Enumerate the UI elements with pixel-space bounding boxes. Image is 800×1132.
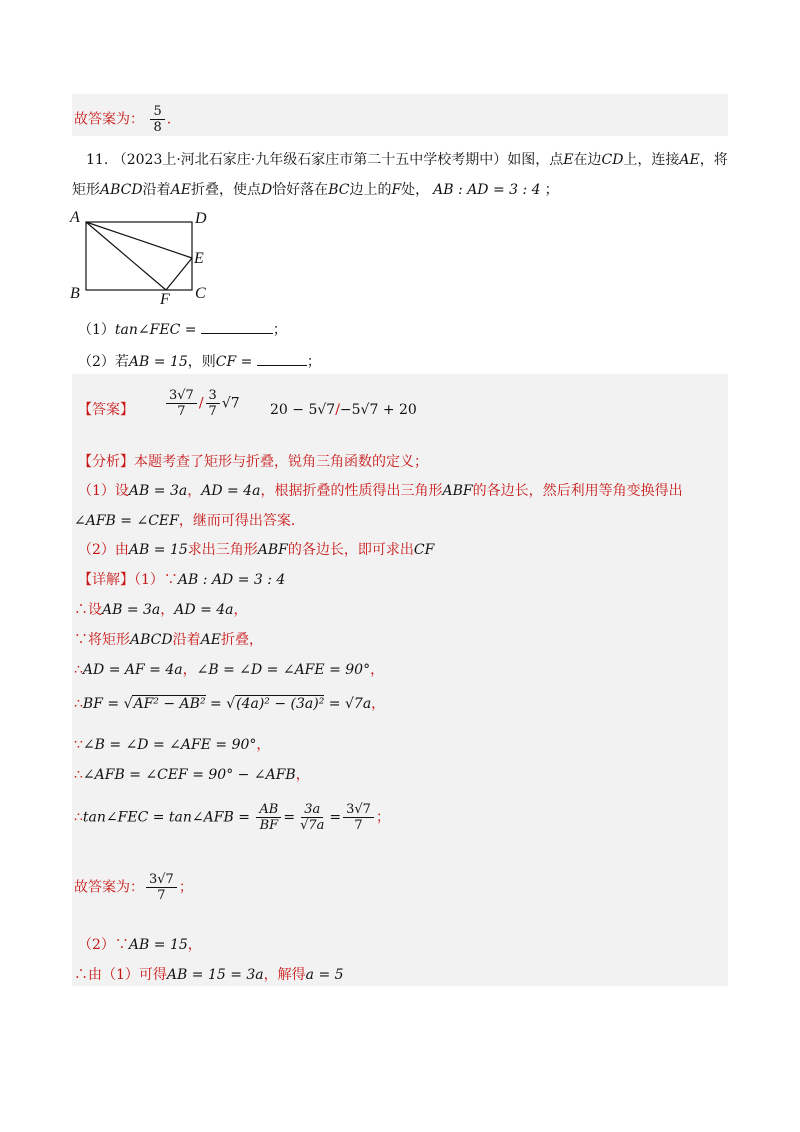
detail-text: ， [295, 767, 310, 783]
label-e: E [194, 250, 204, 267]
answer-label: 【答案】 [78, 402, 134, 418]
math-expr: ∠B = ∠D = ∠AFE = 90° [196, 662, 371, 678]
sqrt-content: (4a)² − (3a)² [236, 696, 325, 712]
analysis-text: （2）由 [78, 542, 129, 558]
label-a: A [70, 209, 80, 226]
answer-fraction-2 [206, 388, 220, 419]
point-d: D [260, 182, 273, 198]
segment-bc: BC [328, 182, 350, 198]
frac-num: 5 [150, 104, 164, 120]
answer-values-2 [270, 400, 417, 420]
analysis-text: ，根据折叠的性质得出三角形 [260, 483, 443, 499]
segment-fe [166, 258, 192, 290]
fold-line-ae [86, 222, 192, 258]
detail-text: ∴由（1）可得 [74, 967, 167, 983]
frac-num: 3√7 [146, 872, 177, 888]
math-expr: a = 5 [305, 967, 344, 983]
detail-text: ， [256, 737, 271, 753]
question-source: （2023上·河北石家庄·九年级石家庄市第二十五中学校考期中） [112, 152, 508, 168]
answer-slash: / [198, 395, 204, 412]
math-expr: BF = [82, 696, 124, 712]
answer-blank-2 [257, 353, 307, 366]
fraction-result [343, 802, 374, 833]
detail-answer-line [74, 872, 193, 903]
stem-text: ，则 [187, 354, 216, 370]
analysis-line-2 [78, 481, 683, 501]
part1-line [78, 320, 287, 340]
segment-ae: AE [679, 152, 700, 168]
math-expr: AB = 15 [128, 937, 188, 953]
detail-line-5 [74, 694, 385, 714]
detail-text: ， [371, 696, 386, 712]
answer-fraction [146, 872, 177, 903]
frac-den: 7 [177, 404, 186, 419]
detail-text: 沿着 [172, 632, 201, 648]
prev-answer-fraction [150, 104, 164, 135]
tan-expr: tan∠FEC = [114, 322, 197, 338]
question-line-2 [72, 180, 559, 200]
rectangle-abcd [86, 222, 192, 290]
detail-text: ，解得 [263, 967, 306, 983]
frac-den: 7 [157, 888, 166, 903]
question-number: 11. [86, 152, 109, 168]
label-b: B [70, 285, 80, 302]
geometry-figure [66, 206, 216, 306]
analysis-text: ， [187, 483, 202, 499]
detail-text: ∵ [74, 737, 83, 753]
stem-text: ； [306, 354, 321, 370]
detail-line-6 [74, 735, 270, 755]
analysis-text: （1）设 [78, 483, 129, 499]
math-expr: ∠AFB = ∠CEF [74, 513, 179, 529]
math-expr: ∠AFB = ∠CEF = 90° − ∠AFB [82, 767, 296, 783]
analysis-label: 【分析】 [78, 454, 134, 470]
answer-label: 故答案为： [74, 879, 144, 896]
frac-den: BF [259, 818, 279, 833]
part2-line [78, 352, 321, 372]
label-c: C [195, 285, 206, 302]
condition-expr: AB = 15 [128, 354, 188, 370]
analysis-text: ，继而可得出答案． [178, 513, 305, 529]
point-e: E [563, 152, 574, 168]
cf-expr: CF = [215, 354, 253, 370]
equals-sign: = [324, 696, 345, 712]
answer-blank-1 [201, 321, 273, 334]
stem-text: 折叠，使点 [190, 182, 261, 198]
prev-answer-line [74, 104, 171, 135]
sqrt-symbol: √ [226, 696, 236, 712]
stem-text: 如图，点 [507, 152, 564, 168]
detail-text: ； [375, 809, 390, 826]
detail-text: （2）∵ [78, 937, 129, 953]
analysis-text: 本题考查了矩形与折叠，锐角三角函数的定义； [134, 454, 428, 470]
label-f: F [160, 291, 170, 306]
detail-line-p3 [74, 965, 344, 985]
detail-text: ， [233, 602, 248, 618]
answer-slash: / [335, 402, 340, 418]
stem-text: ，将 [699, 152, 728, 168]
stem-text: 上，连接 [623, 152, 680, 168]
detail-text: ， [160, 602, 175, 618]
detail-text: ∴ [74, 662, 83, 678]
sqrt-symbol: √ [123, 696, 133, 712]
analysis-text: 的各边长，即可求出 [287, 542, 414, 558]
answer-line [78, 400, 134, 420]
analysis-line-3 [74, 511, 305, 531]
frac-den: 7 [354, 818, 363, 833]
stem-text: 在边 [573, 152, 602, 168]
stem-text: 沿着 [142, 182, 171, 198]
detail-text: ， [187, 937, 202, 953]
math-expr: ABF [442, 483, 473, 499]
frac-num: 3√7 [166, 388, 197, 404]
label-d: D [195, 210, 207, 227]
frac-num: 3√7 [343, 802, 374, 818]
detail-text: （1）∵ [134, 572, 178, 588]
stem-text: 矩形 [72, 182, 100, 198]
detail-text: ∴设 [74, 602, 102, 618]
fraction-3a [297, 802, 327, 833]
stem-text: 恰好落在 [272, 182, 329, 198]
answer-tail: √7 [221, 395, 240, 412]
part-label: （2）若 [78, 354, 129, 370]
math-expr: AB = 3a [128, 483, 188, 499]
detail-text: ∴ [74, 696, 83, 712]
analysis-text: 求出三角形 [187, 542, 258, 558]
detail-text: 折叠， [220, 632, 263, 648]
math-expr: CF [413, 542, 435, 558]
detail-text: ； [178, 879, 193, 896]
detail-text: ∴ [74, 767, 83, 783]
frac-num: AB [256, 802, 281, 818]
stem-text: 边上的 [349, 182, 392, 198]
math-expr: AB = 15 [128, 542, 188, 558]
sqrt-content: AF² − AB² [133, 696, 206, 712]
detail-line-2 [74, 600, 248, 620]
detail-line-4 [74, 660, 384, 680]
part-label: （1） [78, 322, 115, 338]
detail-line-p2 [78, 935, 202, 955]
detail-line-3 [74, 630, 263, 650]
math-expr: AD = 4a [201, 483, 261, 499]
answer-2b: −5√7 + 20 [339, 402, 417, 418]
detail-text: ， [182, 662, 197, 678]
stem-text: ； [544, 182, 559, 198]
math-expr: ∠B = ∠D = ∠AFE = 90° [82, 737, 257, 753]
analysis-line-4 [78, 540, 434, 560]
analysis-text: 的各边长，然后利用等角变换得出 [472, 483, 683, 499]
math-expr: ABCD [130, 632, 173, 648]
detail-text: ， [370, 662, 385, 678]
analysis-line-1 [78, 452, 428, 472]
detail-line-1 [78, 570, 285, 590]
math-expr: AB : AD = 3 : 4 [177, 572, 286, 588]
frac-den: 8 [153, 120, 162, 135]
math-expr: ABF [257, 542, 288, 558]
fraction-ab-bf [256, 802, 281, 833]
detail-label: 【详解】 [78, 572, 134, 588]
math-expr: √7a [344, 696, 372, 712]
detail-text: ∴ [74, 809, 83, 826]
answer-values [164, 388, 240, 419]
frac-den: 7 [208, 404, 217, 419]
segment-cd: CD [601, 152, 624, 168]
question-line-1 [86, 150, 728, 170]
frac-num: 3a [301, 802, 323, 818]
answer-fraction-1 [166, 388, 197, 419]
ratio-expr: AB : AD = 3 : 4 [433, 182, 541, 198]
frac-den: √7a [300, 818, 325, 833]
math-expr: AD = AF = 4a [82, 662, 183, 678]
math-expr: AB = 3a [102, 602, 161, 618]
detail-text: ∵将矩形 [74, 632, 130, 648]
math-expr: AD = 4a [174, 602, 234, 618]
stem-text: ； [272, 322, 287, 338]
prev-answer-label: 故答案为： [74, 111, 144, 128]
answer-2a: 20 − 5√7 [270, 402, 336, 418]
equals-sign: = [205, 696, 227, 712]
detail-line-8: ∴tan∠FEC = tan∠AFB = $\frac{AB}{BF}$ = $\frac{3a}{√7a}$ = $\frac{3√7}{7}$ ； [74, 802, 390, 833]
segment-ae: AE [170, 182, 191, 198]
detail-line-7 [74, 765, 310, 785]
stem-text: 处， [401, 182, 430, 198]
point-f: F [391, 182, 402, 198]
prev-answer-end: . [166, 111, 172, 128]
math-expr: AE [200, 632, 221, 648]
math-expr: AB = 15 = 3a [166, 967, 264, 983]
segment-af [86, 222, 166, 290]
frac-num: 3 [206, 388, 220, 404]
math-expr: tan∠FEC = tan∠AFB = [82, 809, 250, 826]
rectangle-abcd: ABCD [100, 182, 143, 198]
